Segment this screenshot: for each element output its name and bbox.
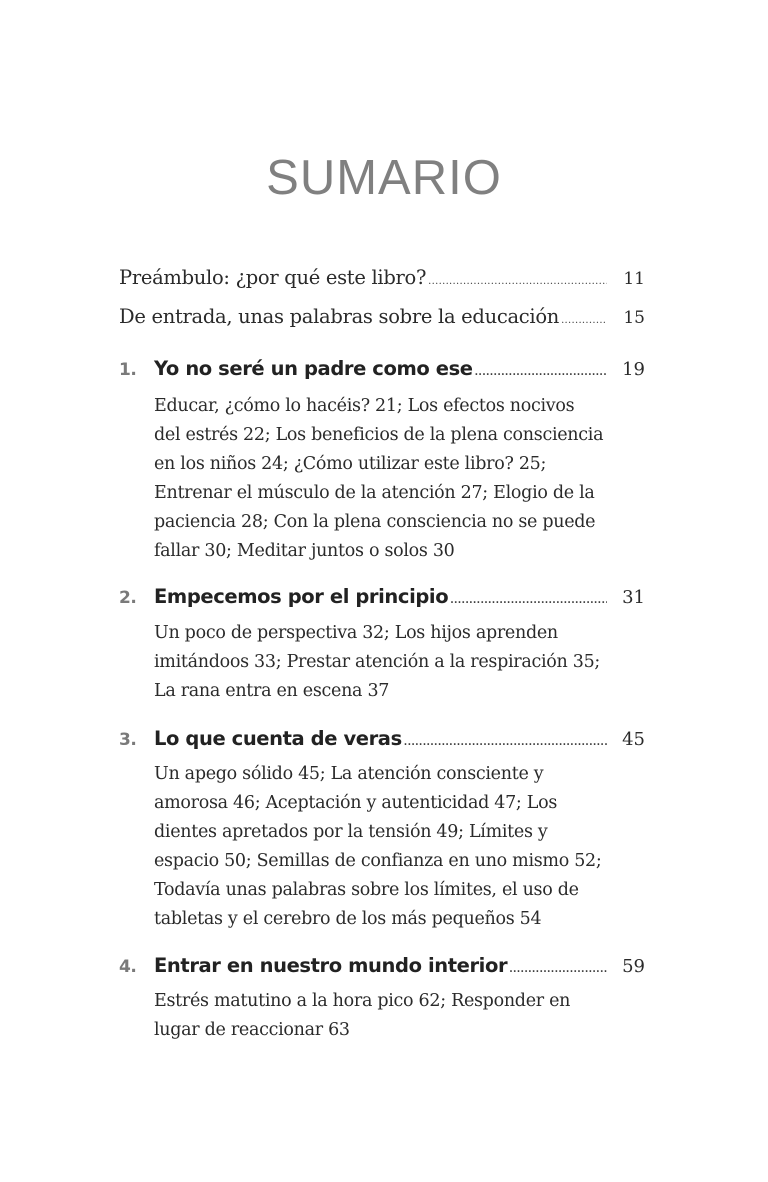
chapter-page: 19 (622, 359, 645, 380)
dot-leader (404, 737, 607, 748)
toc-chapter-3 (119, 727, 649, 750)
section-line: Un apego sólido 45; La atención consciente y (154, 764, 544, 784)
chapter-title: Lo que cuenta de veras (154, 727, 402, 750)
chapter-number: 1. (119, 360, 137, 380)
toc-chapter-2 (119, 585, 649, 608)
toc-entry-introduction (119, 305, 649, 328)
section-line: Todavía unas palabras sobre los límites, el uso de (154, 880, 579, 900)
toc-entry-page: 15 (623, 308, 645, 328)
chapter-page: 45 (622, 729, 645, 750)
section-line: amorosa 46; Aceptación y autenticidad 47; Los (154, 793, 558, 813)
section-line: espacio 50; Semillas de confianza en uno mismo 52; (154, 851, 602, 871)
page-title: SUMARIO (266, 151, 502, 205)
section-line: lugar de reaccionar 63 (154, 1020, 350, 1040)
chapter-title: Yo no seré un padre como ese (154, 357, 473, 380)
chapter-number: 2. (119, 588, 137, 608)
chapter-3-sections (154, 760, 624, 934)
section-line: tabletas y el cerebro de los más pequeños 54 (154, 909, 542, 929)
dot-leader (509, 964, 607, 975)
section-line: Educar, ¿cómo lo hacéis? 21; Los efectos nocivos (154, 396, 575, 416)
section-line: en los niños 24; ¿Cómo utilizar este libro? 25; (154, 454, 547, 474)
chapter-1-sections (154, 392, 624, 566)
chapter-4-sections (154, 987, 624, 1045)
toc-chapter-1 (119, 357, 649, 380)
dot-leader (428, 276, 607, 287)
section-line: dientes apretados por la tensión 49; Límites y (154, 822, 548, 842)
toc-chapter-4 (119, 954, 649, 977)
chapter-page: 31 (622, 587, 645, 608)
dot-leader (561, 315, 607, 326)
dot-leader (475, 367, 607, 378)
section-line: imitándoos 33; Prestar atención a la respiración 35; (154, 652, 601, 672)
toc-entry-label: De entrada, unas palabras sobre la educación (119, 305, 560, 328)
section-line: fallar 30; Meditar juntos o solos 30 (154, 541, 455, 561)
chapter-title: Entrar en nuestro mundo interior (154, 954, 508, 977)
toc-entry-page: 11 (623, 269, 645, 289)
section-line: Estrés matutino a la hora pico 62; Responder en (154, 991, 571, 1011)
dot-leader (450, 595, 607, 606)
section-line: del estrés 22; Los beneficios de la plena consciencia (154, 425, 604, 445)
section-line: paciencia 28; Con la plena consciencia no se puede (154, 512, 596, 532)
chapter-number: 4. (119, 957, 137, 977)
section-line: Entrenar el músculo de la atención 27; Elogio de la (154, 483, 595, 503)
chapter-number: 3. (119, 730, 137, 750)
chapter-page: 59 (622, 956, 645, 977)
chapter-2-sections (154, 619, 624, 706)
toc-entry-label: Preámbulo: ¿por qué este libro? (119, 266, 427, 289)
section-line: La rana entra en escena 37 (154, 681, 390, 701)
chapter-title: Empecemos por el principio (154, 585, 449, 608)
section-line: Un poco de perspectiva 32; Los hijos aprenden (154, 623, 558, 643)
toc-entry-preamble (119, 266, 649, 289)
